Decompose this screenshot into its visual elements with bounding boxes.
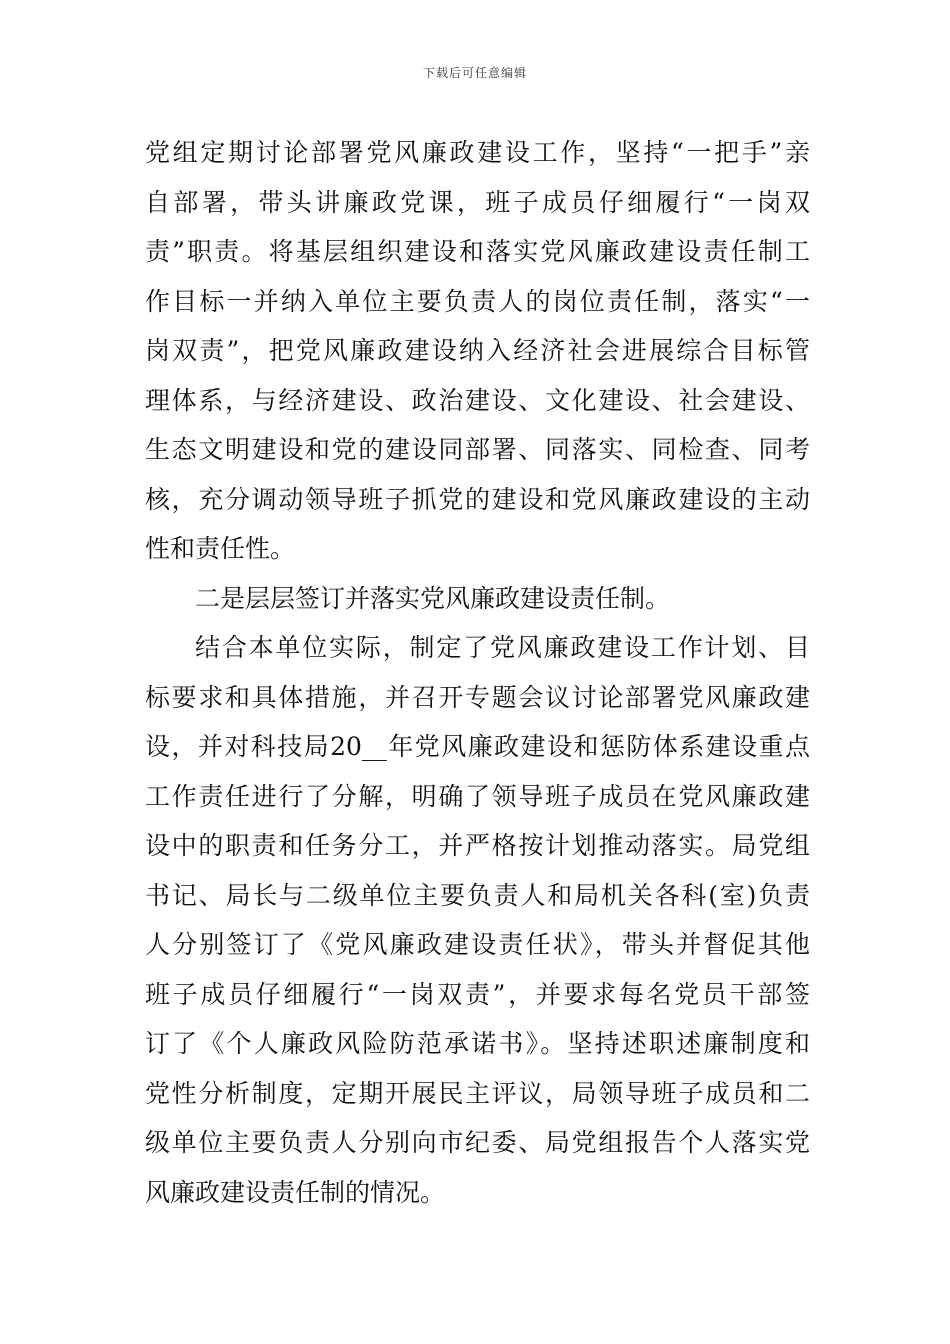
body-text [145,128,810,1217]
text-line: 书记、局长与二级单位主要负责人和局机关各科(室)负责 [145,880,810,910]
text-line: 结合本单位实际，制定了党风廉政建设工作计划、目 [195,633,810,662]
text-line: 自部署，带头讲廉政党课，班子成员仔细履行“一岗双 [145,187,810,217]
text-line: 订了《个人廉政风险防范承诺书》。坚持述职述廉制度和 [145,1029,810,1058]
text-line: 标要求和具体措施，并召开专题会议讨论部署党风廉政建 [145,682,810,712]
text-line: 设中的职责和任务分工，并严格按计划推动落实。局党组 [145,831,810,860]
text-line: 风廉政建设责任制的情况。 [145,1177,446,1207]
text-line: 设，并对科技局20__年党风廉政建设和惩防体系建设重点 [145,732,810,761]
text-line: 工作责任进行了分解，明确了领导班子成员在党风廉政建 [145,781,810,811]
text-line: 核，充分调动领导班子抓党的建设和党风廉政建设的主动 [145,484,810,514]
text-line: 党组定期讨论部署党风廉政建设工作，坚持“一把手”亲 [145,138,810,167]
header-note: 下载后可任意编辑 [422,66,527,80]
text-line: 岗双责”，把党风廉政建设纳入经济社会进展综合目标管 [145,336,810,365]
text-line: 生态文明建设和党的建设同部署、同落实、同检查、同考 [145,435,810,464]
text-line: 作目标一并纳入单位主要负责人的岗位责任制，落实“一 [145,286,810,316]
text-line: 党性分析制度，定期开展民主评议，局领导班子成员和二 [145,1078,810,1108]
text-line: 理体系，与经济建设、政治建设、文化建设、社会建设、 [145,385,810,415]
text-line: 性和责任性。 [145,534,296,563]
text-line: 人分别签订了《党风廉政建设责任状》，带头并督促其他 [145,930,810,959]
text-line: 级单位主要负责人分别向市纪委、局党组报告个人落实党 [145,1128,810,1157]
text-line: 责”职责。将基层组织建设和落实党风廉政建设责任制工 [145,237,810,266]
section-heading: 二是层层签订并落实党风廉政建设责任制。 [195,583,671,613]
text-line: 班子成员仔细履行“一岗双责”，并要求每名党员干部签 [145,979,810,1009]
